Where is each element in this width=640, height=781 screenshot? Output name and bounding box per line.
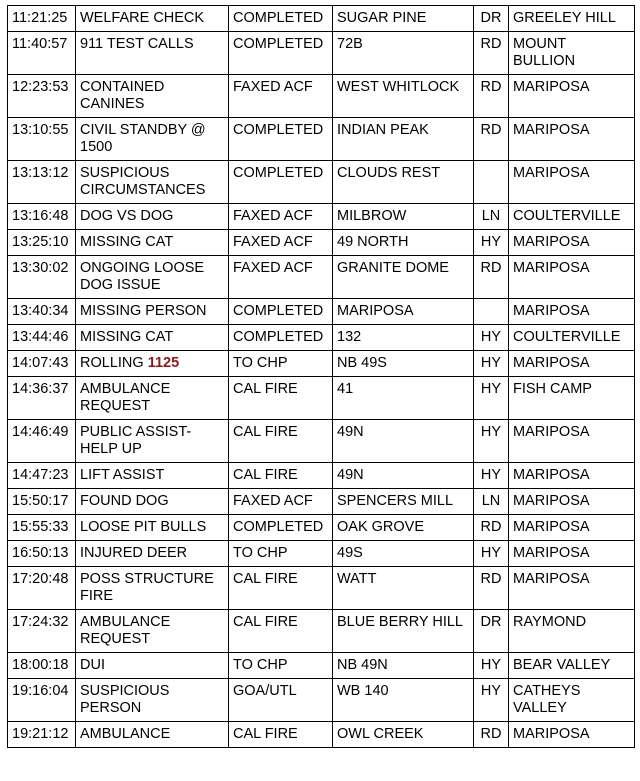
- city-text: MARIPOSA: [513, 122, 590, 138]
- call-status-text: COMPLETED: [233, 303, 324, 319]
- table-row: [8, 161, 635, 204]
- call-status-text: TO CHP: [233, 657, 288, 673]
- call-location-cell: [333, 515, 474, 541]
- call-time-cell: [8, 161, 76, 204]
- road-type-cell: [474, 230, 509, 256]
- road-type-cell: [474, 325, 509, 351]
- call-type-text: PUBLIC ASSIST-HELP UP: [80, 424, 192, 457]
- road-type-cell: [474, 722, 509, 748]
- call-time-text: 14:46:49: [12, 424, 69, 440]
- call-status-cell: [229, 377, 333, 420]
- call-type-text: LOOSE PIT BULLS: [80, 519, 207, 535]
- call-status-cell: [229, 351, 333, 377]
- city-text: MARIPOSA: [513, 519, 590, 535]
- road-type-cell: [474, 161, 509, 204]
- city-text: BEAR VALLEY: [513, 657, 611, 673]
- call-status-cell: [229, 325, 333, 351]
- call-location-text: SPENCERS MILL: [337, 493, 454, 509]
- call-time-cell: [8, 351, 76, 377]
- call-location-text: OWL CREEK: [337, 726, 424, 742]
- table-row: [8, 32, 635, 75]
- call-type-cell: [76, 6, 229, 32]
- city-cell: [509, 204, 635, 230]
- call-time-text: 13:16:48: [12, 208, 69, 224]
- road-type-cell: [474, 463, 509, 489]
- call-type-text: SUSPICIOUS CIRCUMSTANCES: [80, 165, 206, 198]
- call-location-cell: [333, 377, 474, 420]
- call-location-text: INDIAN PEAK: [337, 122, 429, 138]
- road-type-text: RD: [480, 260, 502, 276]
- city-text: MARIPOSA: [513, 260, 590, 276]
- call-location-text: 49N: [337, 467, 364, 483]
- call-location-cell: [333, 567, 474, 610]
- city-text: COULTERVILLE: [513, 208, 621, 224]
- call-location-cell: [333, 118, 474, 161]
- call-log-table: [7, 5, 635, 748]
- call-location-cell: [333, 610, 474, 653]
- call-status-cell: [229, 299, 333, 325]
- road-type-text: LN: [481, 208, 501, 224]
- call-status-cell: [229, 653, 333, 679]
- call-status-text: CAL FIRE: [233, 467, 298, 483]
- city-text: MARIPOSA: [513, 424, 590, 440]
- call-time-cell: [8, 204, 76, 230]
- city-text: MARIPOSA: [513, 493, 590, 509]
- city-cell: [509, 32, 635, 75]
- call-status-cell: [229, 230, 333, 256]
- call-time-cell: [8, 6, 76, 32]
- call-location-text: WB 140: [337, 683, 389, 699]
- call-log-body: [8, 6, 635, 748]
- road-type-text: HY: [480, 355, 502, 371]
- call-type-cell: [76, 610, 229, 653]
- call-type-cell: [76, 256, 229, 299]
- call-status-text: CAL FIRE: [233, 381, 298, 397]
- call-status-cell: [229, 75, 333, 118]
- road-type-text: LN: [481, 493, 501, 509]
- road-type-text: HY: [480, 329, 502, 345]
- call-location-text: WEST WHITLOCK: [337, 79, 460, 95]
- call-location-text: 72B: [337, 36, 363, 52]
- call-location-cell: [333, 6, 474, 32]
- call-location-cell: [333, 161, 474, 204]
- road-type-text: RD: [480, 122, 502, 138]
- call-location-cell: [333, 420, 474, 463]
- road-type-cell: [474, 515, 509, 541]
- call-status-text: FAXED ACF: [233, 79, 313, 95]
- table-row: [8, 541, 635, 567]
- call-location-text: SUGAR PINE: [337, 10, 427, 26]
- call-location-cell: [333, 256, 474, 299]
- road-type-text: RD: [480, 726, 502, 742]
- call-type-cell: [76, 118, 229, 161]
- call-location-text: OAK GROVE: [337, 519, 425, 535]
- call-location-text: 132: [337, 329, 362, 345]
- road-type-cell: [474, 75, 509, 118]
- city-cell: [509, 161, 635, 204]
- call-location-text: MILBROW: [337, 208, 407, 224]
- call-type-cell: [76, 161, 229, 204]
- road-type-text: DR: [480, 10, 502, 26]
- city-text: MARIPOSA: [513, 303, 590, 319]
- call-time-text: 19:16:04: [12, 683, 69, 699]
- call-type-text: CONTAINED CANINES: [80, 79, 165, 112]
- call-time-cell: [8, 325, 76, 351]
- call-location-cell: [333, 541, 474, 567]
- call-type-text: WELFARE CHECK: [80, 10, 205, 26]
- city-cell: [509, 679, 635, 722]
- call-number-highlight: 1125: [147, 355, 180, 371]
- call-time-text: 13:10:55: [12, 122, 69, 138]
- call-location-cell: [333, 32, 474, 75]
- call-type-text: MISSING CAT: [80, 234, 174, 250]
- call-time-cell: [8, 541, 76, 567]
- city-text: RAYMOND: [513, 614, 587, 630]
- city-text: MARIPOSA: [513, 355, 590, 371]
- call-location-text: NB 49S: [337, 355, 387, 371]
- city-cell: [509, 6, 635, 32]
- road-type-cell: [474, 420, 509, 463]
- city-text: FISH CAMP: [513, 381, 592, 397]
- call-status-text: FAXED ACF: [233, 208, 313, 224]
- call-type-text: DOG VS DOG: [80, 208, 174, 224]
- table-row: [8, 489, 635, 515]
- city-cell: [509, 722, 635, 748]
- call-time-cell: [8, 377, 76, 420]
- call-status-text: TO CHP: [233, 545, 288, 561]
- call-status-text: CAL FIRE: [233, 571, 298, 587]
- call-location-cell: [333, 75, 474, 118]
- road-type-text: HY: [480, 467, 502, 483]
- city-text: MARIPOSA: [513, 571, 590, 587]
- road-type-cell: [474, 541, 509, 567]
- call-location-text: 41: [337, 381, 354, 397]
- call-type-cell: [76, 325, 229, 351]
- table-row: [8, 610, 635, 653]
- call-time-text: 14:47:23: [12, 467, 69, 483]
- table-row: [8, 515, 635, 541]
- call-status-cell: [229, 32, 333, 75]
- call-time-text: 13:30:02: [12, 260, 69, 276]
- call-type-text: ONGOING LOOSE DOG ISSUE: [80, 260, 205, 293]
- city-text: MARIPOSA: [513, 467, 590, 483]
- road-type-cell: [474, 653, 509, 679]
- table-row: [8, 377, 635, 420]
- road-type-cell: [474, 32, 509, 75]
- road-type-text: HY: [480, 657, 502, 673]
- city-text: MARIPOSA: [513, 79, 590, 95]
- call-type-text: CIVIL STANDBY @ 1500: [80, 122, 206, 155]
- call-status-text: CAL FIRE: [233, 726, 298, 742]
- call-location-cell: [333, 679, 474, 722]
- call-status-text: FAXED ACF: [233, 234, 313, 250]
- call-location-text: 49N: [337, 424, 364, 440]
- call-status-cell: [229, 463, 333, 489]
- call-time-cell: [8, 515, 76, 541]
- table-row: [8, 567, 635, 610]
- city-cell: [509, 377, 635, 420]
- city-cell: [509, 515, 635, 541]
- call-type-cell: [76, 653, 229, 679]
- call-status-text: CAL FIRE: [233, 424, 298, 440]
- call-status-text: COMPLETED: [233, 122, 324, 138]
- call-type-cell: [76, 32, 229, 75]
- city-cell: [509, 541, 635, 567]
- city-cell: [509, 610, 635, 653]
- table-row: [8, 420, 635, 463]
- city-text: MARIPOSA: [513, 545, 590, 561]
- call-time-cell: [8, 463, 76, 489]
- call-time-cell: [8, 567, 76, 610]
- road-type-text: HY: [480, 381, 502, 397]
- call-status-text: COMPLETED: [233, 10, 324, 26]
- call-location-text: 49 NORTH: [337, 234, 409, 250]
- call-location-cell: [333, 204, 474, 230]
- call-time-text: 13:25:10: [12, 234, 69, 250]
- call-status-cell: [229, 722, 333, 748]
- call-location-text: NB 49N: [337, 657, 388, 673]
- call-status-text: CAL FIRE: [233, 614, 298, 630]
- road-type-cell: [474, 6, 509, 32]
- call-type-text: POSS STRUCTURE FIRE: [80, 571, 214, 604]
- table-row: [8, 75, 635, 118]
- call-location-cell: [333, 489, 474, 515]
- call-location-text: CLOUDS REST: [337, 165, 441, 181]
- call-time-text: 17:24:32: [12, 614, 69, 630]
- call-status-cell: [229, 118, 333, 161]
- call-type-text: FOUND DOG: [80, 493, 169, 509]
- call-type-cell: [76, 567, 229, 610]
- call-location-cell: [333, 351, 474, 377]
- call-time-text: 19:21:12: [12, 726, 69, 742]
- call-time-cell: [8, 420, 76, 463]
- call-type-cell: [76, 377, 229, 420]
- call-type-cell: [76, 230, 229, 256]
- city-cell: [509, 463, 635, 489]
- road-type-text: HY: [480, 424, 502, 440]
- call-type-cell: [76, 722, 229, 748]
- call-status-text: TO CHP: [233, 355, 288, 371]
- call-type-text: LIFT ASSIST: [80, 467, 165, 483]
- call-status-text: COMPLETED: [233, 519, 324, 535]
- table-row: [8, 653, 635, 679]
- city-text: COULTERVILLE: [513, 329, 621, 345]
- call-location-cell: [333, 325, 474, 351]
- road-type-cell: [474, 118, 509, 161]
- road-type-cell: [474, 567, 509, 610]
- call-time-cell: [8, 653, 76, 679]
- table-row: [8, 325, 635, 351]
- call-time-text: 13:44:46: [12, 329, 69, 345]
- call-time-cell: [8, 75, 76, 118]
- call-type-cell: [76, 515, 229, 541]
- city-cell: [509, 567, 635, 610]
- road-type-cell: [474, 489, 509, 515]
- call-type-cell: [76, 463, 229, 489]
- call-time-text: 12:23:53: [12, 79, 69, 95]
- table-row: [8, 230, 635, 256]
- call-location-text: BLUE BERRY HILL: [337, 614, 463, 630]
- road-type-cell: [474, 299, 509, 325]
- road-type-text: RD: [480, 36, 502, 52]
- city-cell: [509, 351, 635, 377]
- city-cell: [509, 653, 635, 679]
- call-status-cell: [229, 256, 333, 299]
- table-row: [8, 351, 635, 377]
- call-location-cell: [333, 463, 474, 489]
- city-text: GREELEY HILL: [513, 10, 616, 26]
- city-cell: [509, 75, 635, 118]
- call-type-text: MISSING CAT: [80, 329, 174, 345]
- call-time-text: 15:55:33: [12, 519, 69, 535]
- city-text: MARIPOSA: [513, 726, 590, 742]
- call-type-text: INJURED DEER: [80, 545, 188, 561]
- road-type-text: HY: [480, 683, 502, 699]
- call-location-text: GRANITE DOME: [337, 260, 449, 276]
- call-status-cell: [229, 679, 333, 722]
- call-type-text: MISSING PERSON: [80, 303, 207, 319]
- call-time-cell: [8, 489, 76, 515]
- city-text: MOUNT BULLION: [513, 36, 576, 69]
- call-status-cell: [229, 489, 333, 515]
- city-cell: [509, 230, 635, 256]
- table-row: [8, 463, 635, 489]
- call-location-text: 49S: [337, 545, 363, 561]
- call-time-cell: [8, 256, 76, 299]
- call-status-text: COMPLETED: [233, 165, 324, 181]
- call-status-text: FAXED ACF: [233, 493, 313, 509]
- table-row: [8, 679, 635, 722]
- city-text: MARIPOSA: [513, 234, 590, 250]
- city-cell: [509, 489, 635, 515]
- call-type-cell: [76, 204, 229, 230]
- call-time-cell: [8, 610, 76, 653]
- call-time-text: 16:50:13: [12, 545, 69, 561]
- call-type-cell: [76, 75, 229, 118]
- call-time-text: 18:00:18: [12, 657, 69, 673]
- call-time-cell: [8, 32, 76, 75]
- call-status-cell: [229, 610, 333, 653]
- call-time-cell: [8, 679, 76, 722]
- city-cell: [509, 325, 635, 351]
- call-time-text: 13:40:34: [12, 303, 69, 319]
- table-row: [8, 6, 635, 32]
- table-row: [8, 204, 635, 230]
- road-type-text: RD: [480, 571, 502, 587]
- call-status-cell: [229, 6, 333, 32]
- call-location-text: WATT: [337, 571, 377, 587]
- call-time-text: 11:21:25: [12, 10, 68, 26]
- call-time-text: 11:40:57: [12, 36, 68, 52]
- call-location-cell: [333, 653, 474, 679]
- call-time-text: 13:13:12: [12, 165, 69, 181]
- call-time-cell: [8, 230, 76, 256]
- call-type-text: ROLLING: [80, 355, 144, 371]
- call-type-cell: [76, 679, 229, 722]
- call-status-text: FAXED ACF: [233, 260, 313, 276]
- call-location-cell: [333, 299, 474, 325]
- road-type-cell: [474, 377, 509, 420]
- table-row: [8, 256, 635, 299]
- call-status-cell: [229, 420, 333, 463]
- road-type-cell: [474, 610, 509, 653]
- table-row: [8, 722, 635, 748]
- road-type-cell: [474, 204, 509, 230]
- road-type-text: RD: [480, 79, 502, 95]
- road-type-cell: [474, 256, 509, 299]
- call-time-text: 17:20:48: [12, 571, 69, 587]
- call-status-cell: [229, 204, 333, 230]
- city-cell: [509, 256, 635, 299]
- call-time-cell: [8, 118, 76, 161]
- call-type-cell: [76, 489, 229, 515]
- road-type-text: RD: [480, 519, 502, 535]
- call-type-cell: [76, 420, 229, 463]
- call-location-cell: [333, 230, 474, 256]
- call-status-cell: [229, 515, 333, 541]
- road-type-text: HY: [480, 545, 502, 561]
- call-type-text: AMBULANCE REQUEST: [80, 381, 171, 414]
- call-type-cell: [76, 541, 229, 567]
- table-row: [8, 118, 635, 161]
- call-time-text: 14:07:43: [12, 355, 69, 371]
- call-type-text: 911 TEST CALLS: [80, 36, 194, 52]
- city-cell: [509, 118, 635, 161]
- call-time-cell: [8, 299, 76, 325]
- call-status-cell: [229, 567, 333, 610]
- table-row: [8, 299, 635, 325]
- call-status-text: GOA/UTL: [233, 683, 297, 699]
- road-type-text: HY: [480, 234, 502, 250]
- call-type-text: AMBULANCE: [80, 726, 171, 742]
- call-status-cell: [229, 161, 333, 204]
- call-type-cell: [76, 351, 229, 377]
- city-cell: [509, 299, 635, 325]
- call-type-text: SUSPICIOUS PERSON: [80, 683, 170, 716]
- call-status-cell: [229, 541, 333, 567]
- city-text: MARIPOSA: [513, 165, 590, 181]
- call-time-cell: [8, 722, 76, 748]
- city-text: CATHEYS VALLEY: [513, 683, 581, 716]
- road-type-text: DR: [480, 614, 502, 630]
- call-type-text: AMBULANCE REQUEST: [80, 614, 171, 647]
- call-status-text: COMPLETED: [233, 36, 324, 52]
- road-type-cell: [474, 679, 509, 722]
- call-location-text: MARIPOSA: [337, 303, 414, 319]
- call-location-cell: [333, 722, 474, 748]
- call-time-text: 15:50:17: [12, 493, 69, 509]
- call-type-text: DUI: [80, 657, 105, 673]
- city-cell: [509, 420, 635, 463]
- call-status-text: COMPLETED: [233, 329, 324, 345]
- call-type-cell: [76, 299, 229, 325]
- road-type-cell: [474, 351, 509, 377]
- call-time-text: 14:36:37: [12, 381, 69, 397]
